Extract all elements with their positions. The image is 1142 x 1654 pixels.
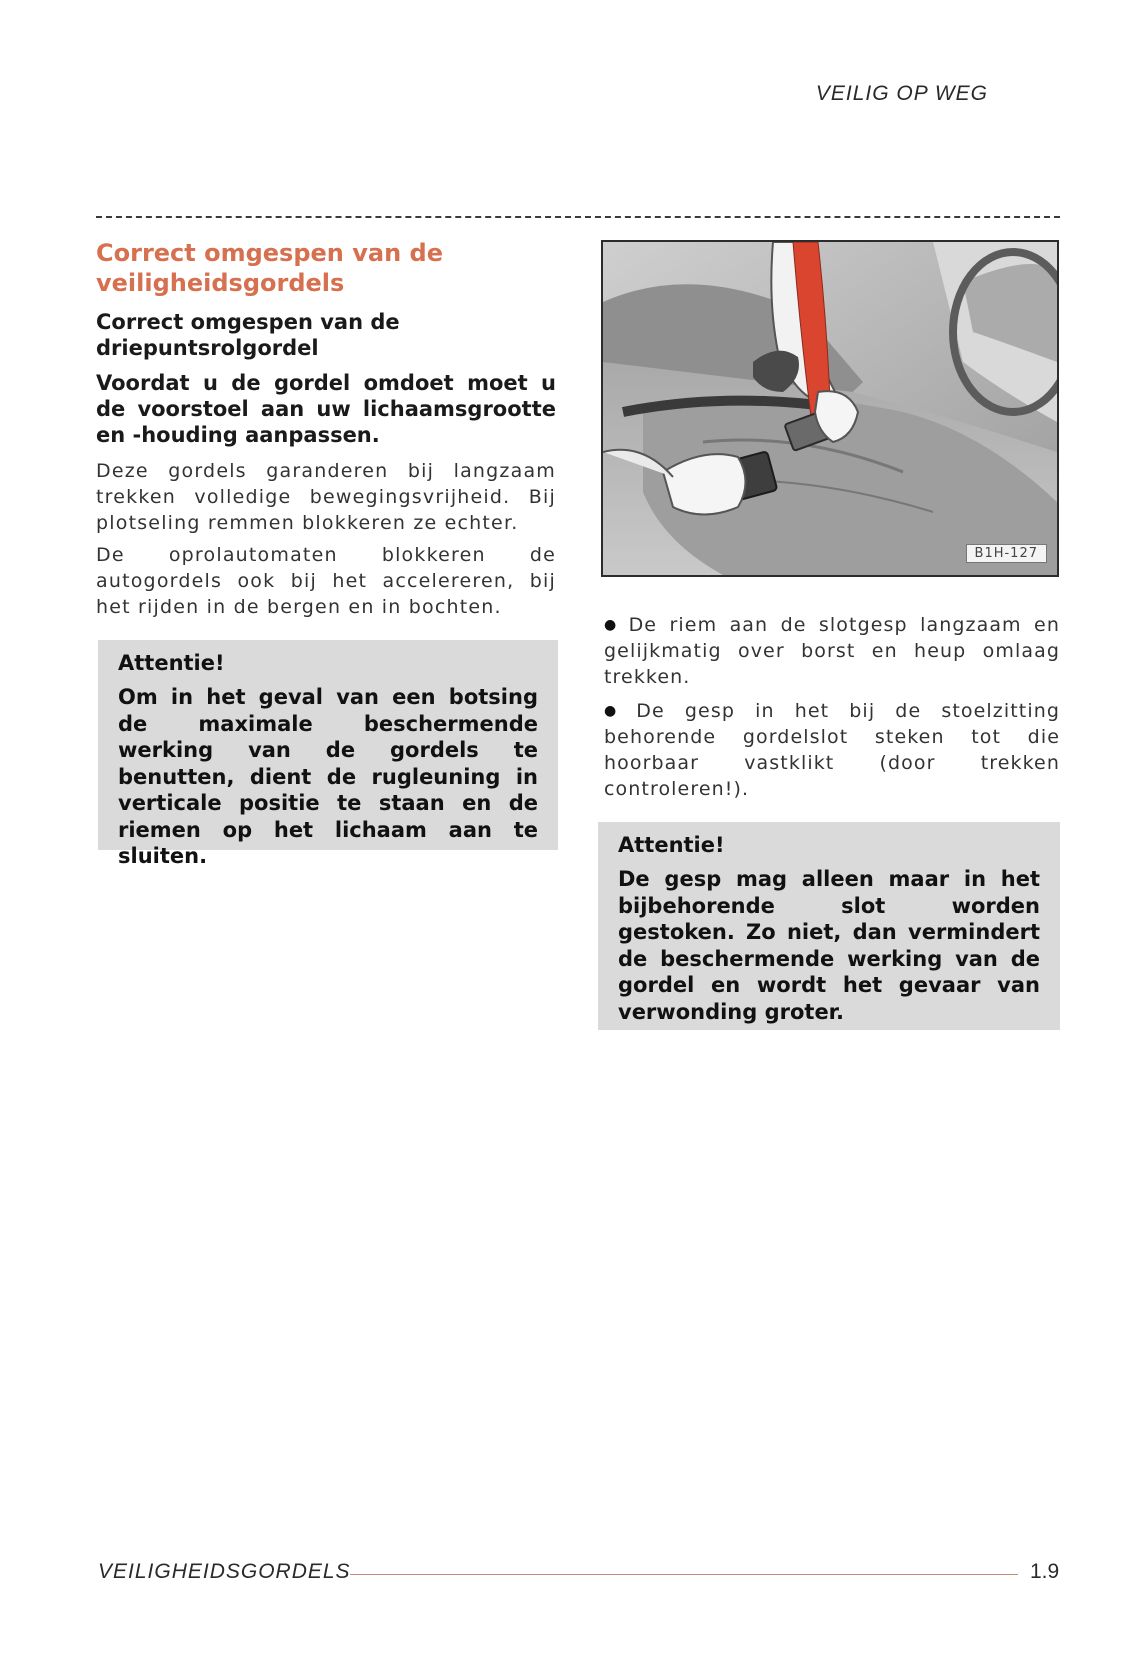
section-title: Correct omgespen van de veiligheidsgordels	[96, 239, 443, 297]
intro-text: Voordat u de gordel omdoet moet u de voorstoel aan uw lichaamsgrootte en -houding aanpassen.	[96, 371, 556, 447]
subsection-title: Correct omgespen van de driepuntsrolgordel	[96, 310, 400, 360]
warning-text: De gesp mag alleen maar in het bijbehorende slot worden gestoken. Zo niet, dan vermindert de beschermende werking van de gordel en wordt het gevaar van verwonding groter.	[618, 867, 1040, 1024]
page-number: 1.9	[1030, 1560, 1060, 1583]
list-item	[604, 698, 1060, 802]
figure-label: B1H-127	[966, 544, 1047, 563]
body-paragraph: De oprolautomaten blokkeren de autogordels ook bij het accelereren, bij het rijden in de bergen en in bochten.	[96, 544, 556, 618]
warning-box	[598, 822, 1060, 1030]
footer-divider	[350, 1574, 1018, 1575]
body-paragraph: Deze gordels garanderen bij langzaam trekken volledige bewegingsvrijheid. Bij plotseling remmen blokkeren ze echter.	[96, 460, 556, 534]
header-divider	[96, 216, 1060, 218]
seatbelt-drawing	[603, 242, 1057, 575]
warning-heading: Attentie!	[618, 833, 725, 857]
list-item-text: De gesp in het bij de stoelzitting behorende gordelslot steken tot die hoorbaar vastklikt (door trekken controleren!).	[604, 700, 1060, 800]
warning-heading: Attentie!	[118, 651, 225, 675]
instruction-list	[604, 612, 1060, 810]
bullet-icon: ●	[604, 617, 623, 633]
seatbelt-illustration	[601, 240, 1059, 577]
running-header: VEILIG OP WEG	[815, 82, 988, 105]
bullet-icon: ●	[604, 703, 631, 719]
list-item	[604, 612, 1060, 690]
running-footer: VEILIGHEIDSGORDELS	[98, 1560, 351, 1583]
warning-box	[98, 640, 558, 868]
warning-text: Om in het geval van een botsing de maximale beschermende werking van de gordels te benutten, dient de rugleuning in verticale positie te staan en de riemen op het lichaam aan te sluiten.	[118, 685, 538, 868]
list-item-text: De riem aan de slotgesp langzaam en gelijkmatig over borst en heup omlaag trekken.	[604, 614, 1060, 688]
